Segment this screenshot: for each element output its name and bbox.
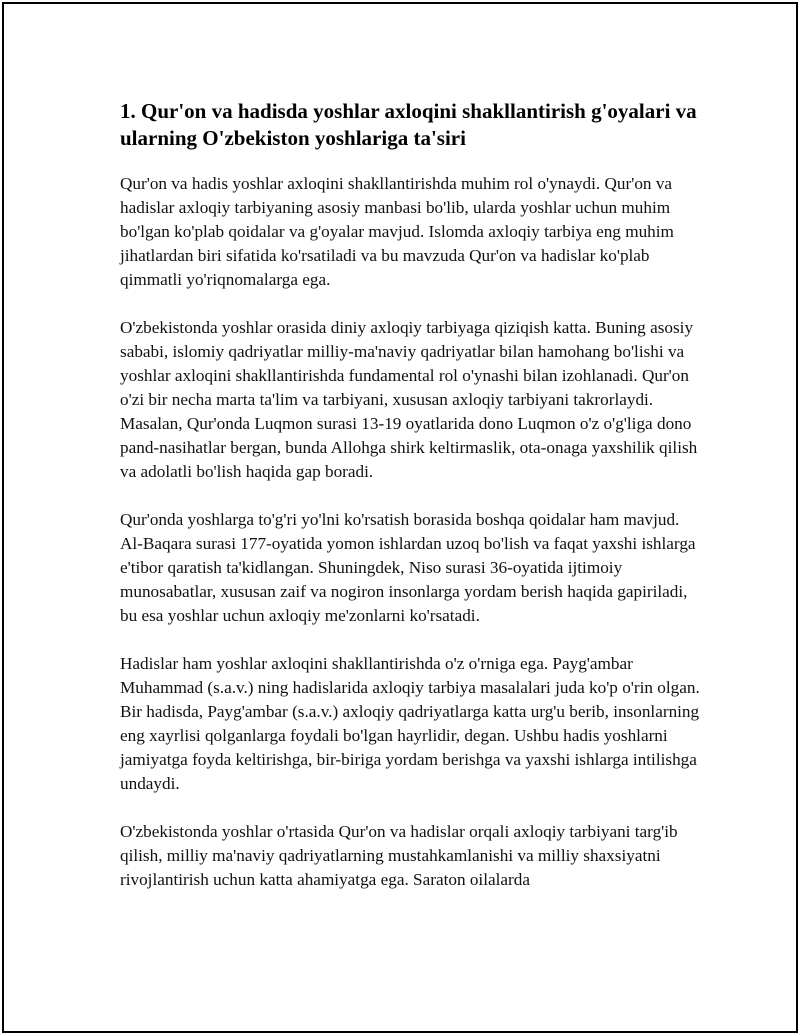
- paragraph-2: O'zbekistonda yoshlar orasida diniy axloqiy tarbiyaga qiziqish katta. Buning asosiy sababi, islomiy qadriyatlar milliy-ma'naviy qadriyatlar bilan hamohang bo'lishi va yoshlar axloqini shakllantirishda fundamental rol o'ynashi bilan izohlanadi. Qur'on o'zi bir necha marta ta'lim va tarbiyani, xususan axloqiy tarbiyani takrorlaydi. Masalan, Qur'onda Luqmon surasi 13-19 oyatlarida dono Luqmon o'z o'g'liga dono pand-nasihatlar bergan, bunda Allohga shirk keltirmaslik, ota-onaga yaxshilik qilish va adolatli bo'lish haqida gap boradi.: [120, 318, 698, 481]
- paragraph-3: Qur'onda yoshlarga to'g'ri yo'lni ko'rsatish borasida boshqa qoidalar ham mavjud. Al-Baqara surasi 177-oyatida yomon ishlardan uzoq bo'lish va faqat yaxshi ishlarga e'tibor qaratish ta'kidlangan. Shuningdek, Niso surasi 36-oyatida ijtimoiy munosabatlar, xususan zaif va nogiron insonlarga yordam berish haqida gapiriladi, bu esa yoshlar uchun axloqiy me'zonlarni ko'rsatadi.: [120, 510, 696, 625]
- section-heading: 1. Qur'on va hadisda yoshlar axloqini shakllantirish g'oyalari va ularning O'zbekiston yoshlariga ta'siri: [120, 99, 697, 150]
- paragraph-5: O'zbekistonda yoshlar o'rtasida Qur'on va hadislar orqali axloqiy tarbiyani targ'ib qilish, milliy ma'naviy qadriyatlarning mustahkamlanishi va milliy shaxsiyatni rivojlantirish uchun katta ahamiyatga ega. Saraton oilalarda: [120, 822, 678, 889]
- document-body: [120, 98, 700, 916]
- document-page: [2, 2, 798, 1033]
- paragraph-1: Qur'on va hadis yoshlar axloqini shakllantirishda muhim rol o'ynaydi. Qur'on va hadislar axloqiy tarbiyaning asosiy manbasi bo'lib, ularda yoshlar uchun muhim bo'lgan ko'plab qoidalar va g'oyalar mavjud. Islomda axloqiy tarbiya eng muhim jihatlardan biri sifatida ko'rsatiladi va bu mavzuda Qur'on va hadislar ko'plab qimmatli yo'riqnomalarga ega.: [120, 174, 674, 289]
- paragraph-4: Hadislar ham yoshlar axloqini shakllantirishda o'z o'rniga ega. Payg'ambar Muhammad (s.a.v.) ning hadislarida axloqiy tarbiya masalalari juda ko'p o'rin olgan. Bir hadisda, Payg'ambar (s.a.v.) axloqiy qadriyatlarga katta urg'u berib, insonlarning eng xayrlisi qolganlarga foydali bo'lgan hayrlidir, degan. Ushbu hadis yoshlarni jamiyatga foyda keltirishga, bir-biriga yordam berishga va yaxshi ishlarga intilishga undaydi.: [120, 654, 700, 793]
